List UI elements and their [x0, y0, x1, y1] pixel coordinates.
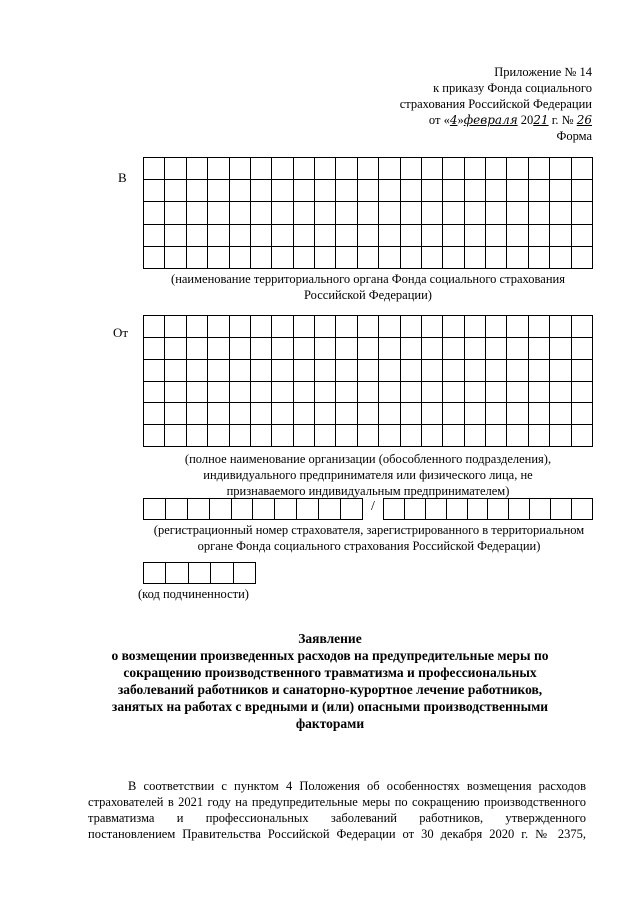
form-cell[interactable] — [294, 158, 315, 180]
form-cell[interactable] — [272, 425, 293, 447]
form-cell[interactable] — [315, 225, 336, 247]
form-cell[interactable] — [426, 499, 447, 520]
form-cell[interactable] — [208, 202, 229, 224]
form-cell[interactable] — [401, 425, 422, 447]
form-cell[interactable] — [401, 247, 422, 269]
form-cell[interactable] — [144, 382, 165, 404]
form-cell[interactable] — [401, 158, 422, 180]
form-cell[interactable] — [208, 403, 229, 425]
form-cell[interactable] — [294, 202, 315, 224]
form-cell[interactable] — [336, 225, 357, 247]
form-cell[interactable] — [251, 360, 272, 382]
form-cell[interactable] — [144, 202, 165, 224]
form-cell[interactable] — [315, 425, 336, 447]
form-cell[interactable] — [251, 338, 272, 360]
form-cell[interactable] — [529, 247, 550, 269]
form-cell[interactable] — [358, 247, 379, 269]
form-cell[interactable] — [230, 225, 251, 247]
form-cell[interactable] — [189, 563, 211, 584]
form-cell[interactable] — [187, 316, 208, 338]
form-cell[interactable] — [550, 202, 571, 224]
form-cell[interactable] — [379, 360, 400, 382]
form-cell[interactable] — [572, 202, 593, 224]
form-cell[interactable] — [165, 338, 186, 360]
form-cell[interactable] — [550, 382, 571, 404]
form-cell[interactable] — [507, 403, 528, 425]
form-cell[interactable] — [572, 158, 593, 180]
form-cell[interactable] — [230, 338, 251, 360]
form-cell[interactable] — [294, 382, 315, 404]
form-cell[interactable] — [341, 499, 363, 520]
document-title: Заявление о возмещении произведенных расходов на предупредительные меры по сокращению производственного травматизма и профессиональных заболеваний работников и санаторно-курортное лечение работников, занятых на работах с вредными и (или) опасными производственными факторами — [111, 631, 549, 731]
form-cell[interactable] — [294, 247, 315, 269]
form-cell[interactable] — [315, 180, 336, 202]
form-cell[interactable] — [230, 382, 251, 404]
form-cell[interactable] — [144, 360, 165, 382]
form-cell[interactable] — [336, 180, 357, 202]
form-cell[interactable] — [272, 225, 293, 247]
form-cell[interactable] — [208, 425, 229, 447]
form-cell[interactable] — [165, 382, 186, 404]
form-cell[interactable] — [572, 425, 593, 447]
form-cell[interactable] — [465, 338, 486, 360]
form-cell[interactable] — [251, 247, 272, 269]
form-cell[interactable] — [379, 180, 400, 202]
form-cell[interactable] — [401, 382, 422, 404]
form-cell[interactable] — [572, 225, 593, 247]
form-cell[interactable] — [379, 316, 400, 338]
form-cell[interactable] — [401, 225, 422, 247]
form-cell[interactable] — [251, 425, 272, 447]
form-cell[interactable] — [529, 360, 550, 382]
form-cell[interactable] — [336, 425, 357, 447]
from-label: От — [113, 325, 129, 340]
form-cell[interactable] — [272, 360, 293, 382]
form-cell[interactable] — [251, 180, 272, 202]
appendix-number: Приложение № 14 — [494, 65, 592, 79]
form-cell[interactable] — [144, 158, 165, 180]
form-label: Форма — [556, 129, 592, 143]
form-cell[interactable] — [550, 316, 571, 338]
form-cell[interactable] — [486, 202, 507, 224]
form-cell[interactable] — [211, 563, 233, 584]
form-cell[interactable] — [379, 247, 400, 269]
form-cell[interactable] — [165, 180, 186, 202]
form-cell[interactable] — [315, 360, 336, 382]
form-cell[interactable] — [422, 180, 443, 202]
form-cell[interactable] — [294, 316, 315, 338]
form-cell[interactable] — [251, 225, 272, 247]
form-cell[interactable] — [315, 316, 336, 338]
form-cell[interactable] — [230, 360, 251, 382]
form-cell[interactable] — [144, 403, 165, 425]
form-cell[interactable] — [208, 247, 229, 269]
form-cell[interactable] — [572, 180, 593, 202]
form-cell[interactable] — [443, 316, 464, 338]
form-cell[interactable] — [551, 499, 572, 520]
form-cell[interactable] — [465, 158, 486, 180]
form-cell[interactable] — [401, 316, 422, 338]
form-cell[interactable] — [443, 360, 464, 382]
form-cell[interactable] — [443, 225, 464, 247]
form-cell[interactable] — [443, 382, 464, 404]
form-cell[interactable] — [187, 382, 208, 404]
form-cell[interactable] — [188, 499, 210, 520]
form-cell[interactable] — [251, 158, 272, 180]
form-cell[interactable] — [319, 499, 341, 520]
form-cell[interactable] — [336, 338, 357, 360]
form-cell[interactable] — [401, 338, 422, 360]
form-cell[interactable] — [165, 247, 186, 269]
form-cell[interactable] — [253, 499, 275, 520]
form-cell[interactable] — [529, 403, 550, 425]
form-cell[interactable] — [144, 225, 165, 247]
form-cell[interactable] — [486, 225, 507, 247]
form-cell[interactable] — [465, 180, 486, 202]
form-cell[interactable] — [507, 316, 528, 338]
form-cell[interactable] — [315, 202, 336, 224]
form-cell[interactable] — [165, 202, 186, 224]
form-cell[interactable] — [465, 247, 486, 269]
order-year: 21 — [533, 113, 549, 127]
form-cell[interactable] — [509, 499, 530, 520]
form-cell[interactable] — [358, 403, 379, 425]
order-month: февраля — [463, 113, 518, 127]
registration-separator: / — [371, 499, 375, 514]
form-cell[interactable] — [572, 499, 593, 520]
form-cell[interactable] — [507, 202, 528, 224]
form-cell[interactable] — [401, 202, 422, 224]
form-cell[interactable] — [572, 403, 593, 425]
form-cell[interactable] — [486, 247, 507, 269]
form-cell[interactable] — [336, 247, 357, 269]
form-cell[interactable] — [251, 202, 272, 224]
form-cell[interactable] — [251, 403, 272, 425]
form-cell[interactable] — [294, 403, 315, 425]
form-cell[interactable] — [486, 360, 507, 382]
to-label: В — [118, 170, 127, 185]
form-cell[interactable] — [379, 338, 400, 360]
form-cell[interactable] — [422, 338, 443, 360]
form-cell[interactable] — [507, 382, 528, 404]
form-cell[interactable] — [336, 202, 357, 224]
form-cell[interactable] — [165, 360, 186, 382]
form-cell[interactable] — [187, 247, 208, 269]
form-cell[interactable] — [465, 202, 486, 224]
form-cell[interactable] — [486, 338, 507, 360]
form-cell[interactable] — [208, 360, 229, 382]
form-cell[interactable] — [401, 403, 422, 425]
form-cell[interactable] — [230, 425, 251, 447]
form-cell[interactable] — [208, 316, 229, 338]
form-cell[interactable] — [572, 382, 593, 404]
form-cell[interactable] — [488, 499, 509, 520]
form-cell[interactable] — [272, 180, 293, 202]
form-cell[interactable] — [529, 202, 550, 224]
form-cell[interactable] — [401, 360, 422, 382]
form-cell[interactable] — [550, 158, 571, 180]
form-cell[interactable] — [379, 225, 400, 247]
form-cell[interactable] — [486, 382, 507, 404]
form-cell[interactable] — [529, 225, 550, 247]
form-cell[interactable] — [230, 180, 251, 202]
form-cell[interactable] — [230, 158, 251, 180]
form-cell[interactable] — [272, 247, 293, 269]
form-cell[interactable] — [443, 158, 464, 180]
form-cell[interactable] — [251, 382, 272, 404]
form-cell[interactable] — [315, 382, 336, 404]
form-cell[interactable] — [401, 180, 422, 202]
form-cell[interactable] — [443, 425, 464, 447]
form-cell[interactable] — [272, 382, 293, 404]
form-cell[interactable] — [358, 202, 379, 224]
form-cell[interactable] — [465, 425, 486, 447]
form-cell[interactable] — [272, 158, 293, 180]
form-cell[interactable] — [422, 382, 443, 404]
form-cell[interactable] — [187, 202, 208, 224]
form-cell[interactable] — [486, 403, 507, 425]
form-cell[interactable] — [550, 403, 571, 425]
form-cell[interactable] — [379, 425, 400, 447]
form-cell[interactable] — [465, 403, 486, 425]
form-cell[interactable] — [486, 316, 507, 338]
order-number: 26 — [576, 113, 592, 127]
recipient-grid[interactable] — [143, 157, 593, 269]
form-cell[interactable] — [336, 382, 357, 404]
form-cell[interactable] — [486, 425, 507, 447]
form-cell[interactable] — [230, 247, 251, 269]
form-cell[interactable] — [358, 158, 379, 180]
form-cell[interactable] — [165, 316, 186, 338]
form-cell[interactable] — [550, 360, 571, 382]
form-cell[interactable] — [529, 425, 550, 447]
form-cell[interactable] — [165, 225, 186, 247]
form-cell[interactable] — [165, 403, 186, 425]
form-cell[interactable] — [272, 316, 293, 338]
form-cell[interactable] — [358, 382, 379, 404]
form-cell[interactable] — [443, 202, 464, 224]
form-cell[interactable] — [144, 247, 165, 269]
form-cell[interactable] — [210, 499, 232, 520]
form-cell[interactable] — [187, 180, 208, 202]
form-cell[interactable] — [422, 360, 443, 382]
form-cell[interactable] — [384, 499, 405, 520]
form-cell[interactable] — [187, 225, 208, 247]
form-cell[interactable] — [208, 158, 229, 180]
form-cell[interactable] — [144, 499, 166, 520]
form-cell[interactable] — [358, 338, 379, 360]
form-cell[interactable] — [468, 499, 489, 520]
form-cell[interactable] — [572, 360, 593, 382]
form-cell[interactable] — [336, 158, 357, 180]
form-cell[interactable] — [165, 425, 186, 447]
form-cell[interactable] — [315, 338, 336, 360]
form-cell[interactable] — [358, 360, 379, 382]
form-cell[interactable] — [166, 499, 188, 520]
form-cell[interactable] — [315, 158, 336, 180]
form-cell[interactable] — [315, 403, 336, 425]
form-cell[interactable] — [272, 338, 293, 360]
form-cell[interactable] — [144, 338, 165, 360]
form-cell[interactable] — [208, 382, 229, 404]
form-cell[interactable] — [187, 360, 208, 382]
recipient-caption: (наименование территориального органа Фонда социального страхования Российской Федерации) — [171, 272, 565, 302]
form-cell[interactable] — [144, 180, 165, 202]
form-cell[interactable] — [294, 225, 315, 247]
form-cell[interactable] — [529, 338, 550, 360]
form-cell[interactable] — [379, 403, 400, 425]
order-date-line: от «4»февраля 2021 г. № 26 — [428, 113, 592, 127]
form-cell[interactable] — [187, 338, 208, 360]
form-cell[interactable] — [144, 425, 165, 447]
subordination-caption: (код подчиненности) — [138, 587, 249, 601]
form-cell[interactable] — [405, 499, 426, 520]
form-cell[interactable] — [232, 499, 254, 520]
form-cell[interactable] — [422, 225, 443, 247]
form-cell[interactable] — [422, 158, 443, 180]
form-cell[interactable] — [187, 403, 208, 425]
form-cell[interactable] — [529, 180, 550, 202]
form-cell[interactable] — [208, 338, 229, 360]
order-reference: к приказу Фонда социального — [433, 81, 592, 95]
form-cell[interactable] — [165, 158, 186, 180]
form-cell[interactable] — [507, 225, 528, 247]
form-cell[interactable] — [422, 202, 443, 224]
form-cell[interactable] — [297, 499, 319, 520]
registration-caption: (регистрационный номер страхователя, зарегистрированного в территориальном органе Фонда социального страхования Российской Федерации) — [153, 523, 585, 553]
form-cell[interactable] — [251, 316, 272, 338]
form-cell[interactable] — [358, 180, 379, 202]
form-cell[interactable] — [550, 338, 571, 360]
form-cell[interactable] — [379, 382, 400, 404]
form-cell[interactable] — [443, 180, 464, 202]
form-cell[interactable] — [358, 425, 379, 447]
form-cell[interactable] — [422, 425, 443, 447]
form-cell[interactable] — [230, 403, 251, 425]
form-cell[interactable] — [443, 403, 464, 425]
form-cell[interactable] — [358, 225, 379, 247]
form-cell[interactable] — [529, 382, 550, 404]
form-cell[interactable] — [507, 425, 528, 447]
form-cell[interactable] — [529, 316, 550, 338]
form-cell[interactable] — [294, 338, 315, 360]
form-cell[interactable] — [447, 499, 468, 520]
form-cell[interactable] — [422, 403, 443, 425]
registration-number-part1[interactable] — [143, 498, 363, 520]
form-cell[interactable] — [530, 499, 551, 520]
form-cell[interactable] — [507, 360, 528, 382]
form-cell[interactable] — [507, 338, 528, 360]
form-cell[interactable] — [294, 180, 315, 202]
form-cell[interactable] — [550, 180, 571, 202]
form-cell[interactable] — [294, 425, 315, 447]
form-cell[interactable] — [443, 338, 464, 360]
form-cell[interactable] — [208, 180, 229, 202]
registration-number-part2[interactable] — [383, 498, 593, 520]
order-day: 4 — [449, 113, 458, 127]
sender-grid[interactable] — [143, 315, 593, 447]
form-cell[interactable] — [379, 158, 400, 180]
form-cell[interactable] — [507, 180, 528, 202]
form-cell[interactable] — [358, 316, 379, 338]
form-cell[interactable] — [465, 382, 486, 404]
form-cell[interactable] — [443, 247, 464, 269]
form-cell[interactable] — [529, 158, 550, 180]
form-cell[interactable] — [550, 225, 571, 247]
form-cell[interactable] — [379, 202, 400, 224]
form-cell[interactable] — [144, 563, 166, 584]
form-cell[interactable] — [465, 360, 486, 382]
sender-caption: (полное наименование организации (обособленного подразделения), индивидуального предпринимателя или физического лица, не признаваемого индивидуальным предпринимателем) — [184, 452, 552, 498]
body-paragraph: В соответствии с пунктом 4 Положения об особенностях возмещения расходов страхователей в 2021 году на предупредительные меры по сокращению производственного травматизма и профессиональных заболеваний работников, утвержденного постановлением Правительства Российской Федерации от 30 декабря 2020 г. № 2375, — [88, 779, 586, 841]
form-cell[interactable] — [550, 247, 571, 269]
form-cell[interactable] — [230, 316, 251, 338]
form-cell[interactable] — [187, 425, 208, 447]
document-header — [400, 64, 592, 144]
form-cell[interactable] — [465, 225, 486, 247]
form-cell[interactable] — [507, 247, 528, 269]
form-cell[interactable] — [336, 360, 357, 382]
form-cell[interactable] — [187, 158, 208, 180]
form-cell[interactable] — [550, 425, 571, 447]
form-cell[interactable] — [315, 247, 336, 269]
subordination-code-grid[interactable] — [143, 562, 256, 584]
form-cell[interactable] — [486, 180, 507, 202]
form-cell[interactable] — [208, 225, 229, 247]
form-cell[interactable] — [507, 158, 528, 180]
form-cell[interactable] — [422, 316, 443, 338]
form-cell[interactable] — [572, 338, 593, 360]
form-cell[interactable] — [234, 563, 256, 584]
form-cell[interactable] — [572, 247, 593, 269]
form-cell[interactable] — [230, 202, 251, 224]
form-cell[interactable] — [166, 563, 188, 584]
form-cell[interactable] — [144, 316, 165, 338]
form-cell[interactable] — [486, 158, 507, 180]
form-cell[interactable] — [422, 247, 443, 269]
form-cell[interactable] — [572, 316, 593, 338]
fund-name: страхования Российской Федерации — [399, 97, 592, 111]
form-cell[interactable] — [336, 316, 357, 338]
form-cell[interactable] — [294, 360, 315, 382]
form-cell[interactable] — [336, 403, 357, 425]
form-cell[interactable] — [272, 202, 293, 224]
form-cell[interactable] — [275, 499, 297, 520]
form-cell[interactable] — [272, 403, 293, 425]
form-cell[interactable] — [465, 316, 486, 338]
